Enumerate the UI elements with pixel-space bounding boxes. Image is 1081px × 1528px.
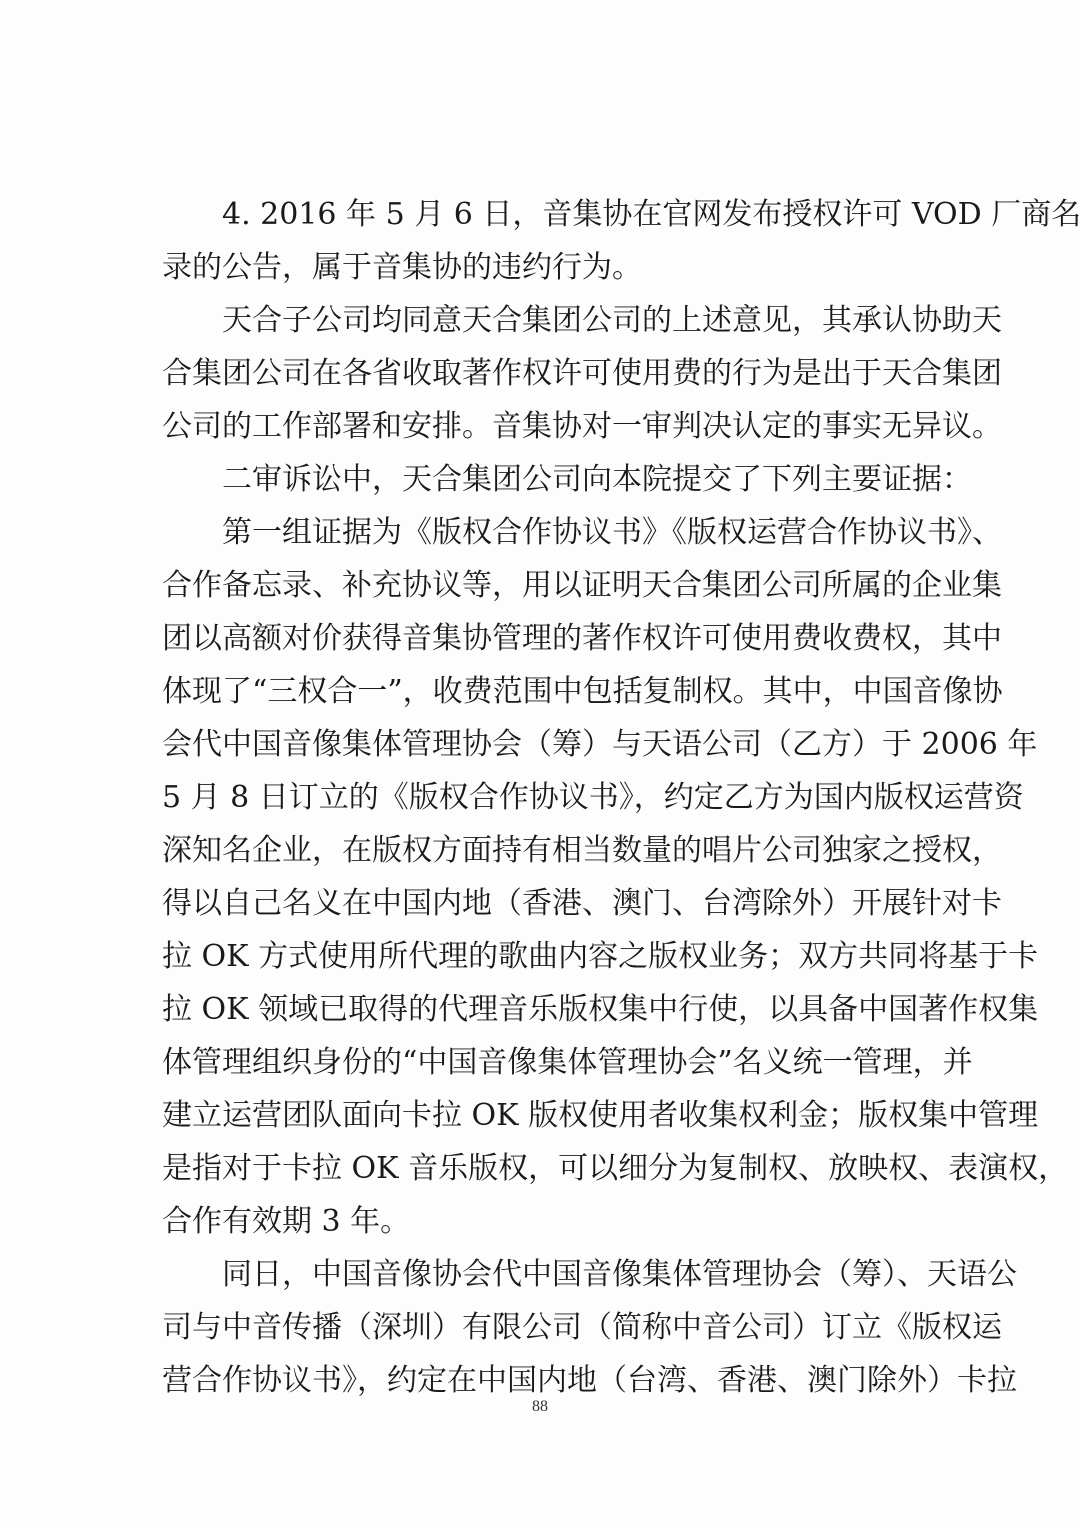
text-line: 营合作协议书》，约定在中国内地（台湾、香港、澳门除外）卡拉 bbox=[162, 1363, 1017, 1398]
paragraph bbox=[162, 506, 1069, 1248]
text-line: 二审诉讼中，天合集团公司向本院提交了下列主要证据： bbox=[222, 462, 972, 497]
text-line: 体管理组织身份的“中国音像集体管理协会”名义统一管理，并 bbox=[162, 1045, 973, 1080]
text-line: 第一组证据为《版权合作协议书》《版权运营合作协议书》、 bbox=[222, 515, 1002, 550]
text-line: 得以自己名义在中国内地（香港、澳门、台湾除外）开展针对卡 bbox=[162, 886, 1002, 921]
document-body bbox=[162, 188, 1081, 1407]
text-line: 合集团公司在各省收取著作权许可使用费的行为是出于天合集团 bbox=[162, 356, 1002, 391]
paragraph bbox=[162, 294, 1002, 453]
text-line: 公司的工作部署和安排。音集协对一审判决认定的事实无异议。 bbox=[162, 409, 1002, 444]
text-line: 深知名企业，在版权方面持有相当数量的唱片公司独家之授权， bbox=[162, 833, 1002, 868]
text-line: 合作备忘录、补充协议等，用以证明天合集团公司所属的企业集 bbox=[162, 568, 1002, 603]
text-line: 拉 OK 方式使用所代理的歌曲内容之版权业务；双方共同将基于卡 bbox=[162, 939, 1039, 974]
page-number: 88 bbox=[532, 1398, 548, 1415]
paragraph bbox=[162, 453, 972, 506]
text-line: 录的公告，属于音集协的违约行为。 bbox=[162, 250, 642, 285]
text-line: 团以高额对价获得音集协管理的著作权许可使用费收费权，其中 bbox=[162, 621, 1002, 656]
text-line: 是指对于卡拉 OK 音乐版权，可以细分为复制权、放映权、表演权， bbox=[162, 1151, 1069, 1186]
text-line: 合作有效期 3 年。 bbox=[162, 1204, 411, 1239]
text-line: 天合子公司均同意天合集团公司的上述意见，其承认协助天 bbox=[222, 303, 1002, 338]
text-line: 会代中国音像集体管理协会（筹）与天语公司（乙方）于 2006 年 bbox=[162, 727, 1038, 762]
text-line: 司与中音传播（深圳）有限公司（简称中音公司）订立《版权运 bbox=[162, 1310, 1002, 1345]
text-line: 体现了“三权合一”，收费范围中包括复制权。其中，中国音像协 bbox=[162, 674, 1003, 709]
text-line: 同日，中国音像协会代中国音像集体管理协会（筹）、天语公 bbox=[222, 1257, 1017, 1292]
text-line: 拉 OK 领域已取得的代理音乐版权集中行使，以具备中国著作权集 bbox=[162, 992, 1039, 1027]
text-line: 建立运营团队面向卡拉 OK 版权使用者收集权利金；版权集中管理 bbox=[162, 1098, 1039, 1133]
paragraph bbox=[162, 1248, 1017, 1407]
text-line: 5 月 8 日订立的《版权合作协议书》，约定乙方为国内版权运营资 bbox=[162, 780, 1024, 815]
paragraph bbox=[162, 188, 1081, 294]
text-line: 4. 2016 年 5 月 6 日，音集协在官网发布授权许可 VOD 厂商名 bbox=[222, 197, 1081, 232]
